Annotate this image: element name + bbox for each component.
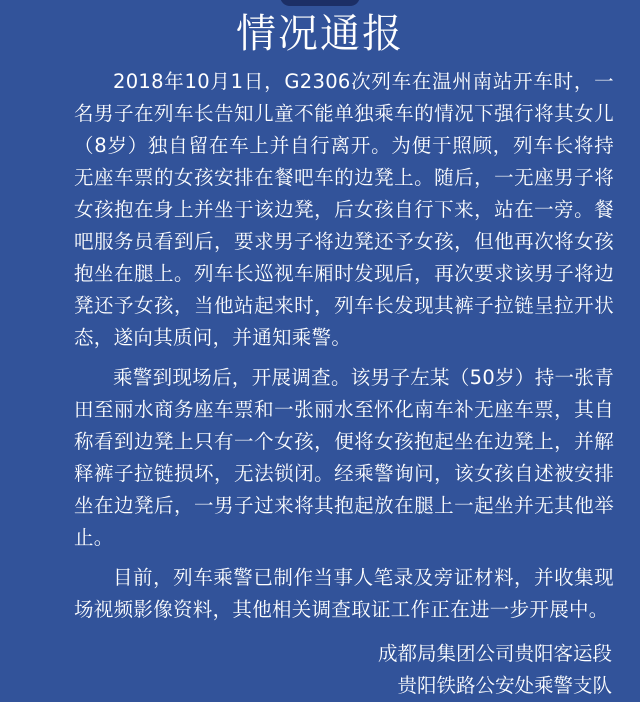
notice-paragraph-3: 目前，列车乘警已制作当事人笔录及旁证材料，并收集现场视频影像资料，其他相关调查取证工作正在进一步开展中。 [74, 566, 614, 621]
notice-paragraph-1: 2018年10月1日，G2306次列车在温州南站开车时，一名男子在列车长告知儿童不能单独乘车的情况下强行将其女儿（8岁）独自留在车上并自行离开。为便于照顾，列车长将持无座车票的女孩安排在餐吧车的边凳上。随后，一无座男子将女孩抱在身上并坐于该边凳，后女孩自行下来，站在一旁。餐吧服务员看到后，要求男子将边凳还予女孩，但他再次将女孩抱坐在腿上。列车长巡视车厢时发现后，再次要求该男子将边凳还予女孩，当他站起来时，列车长发现其裤子拉链呈拉开状态，遂向其质问，并通知乘警。 [74, 70, 614, 349]
notice-body [74, 66, 614, 626]
signature-block [378, 638, 612, 702]
notice-title: 情况通报 [236, 11, 404, 57]
notice-paragraph-2: 乘警到现场后，开展调查。该男子左某（50岁）持一张青田至丽水商务座车票和一张丽水至怀化南车补无座车票，其自称看到边凳上只有一个女孩，便将女孩抱起坐在边凳上，并解释裤子拉链损坏，无法锁闭。经乘警询问，该女孩自述被安排坐在边凳后，一男子过来将其抱起放在腿上一起坐并无其他举止。 [74, 366, 614, 549]
signature-line-1: 成都局集团公司贵阳客运段 [377, 642, 612, 665]
signature-line-2: 贵阳铁路公安处乘警支队 [397, 674, 612, 697]
